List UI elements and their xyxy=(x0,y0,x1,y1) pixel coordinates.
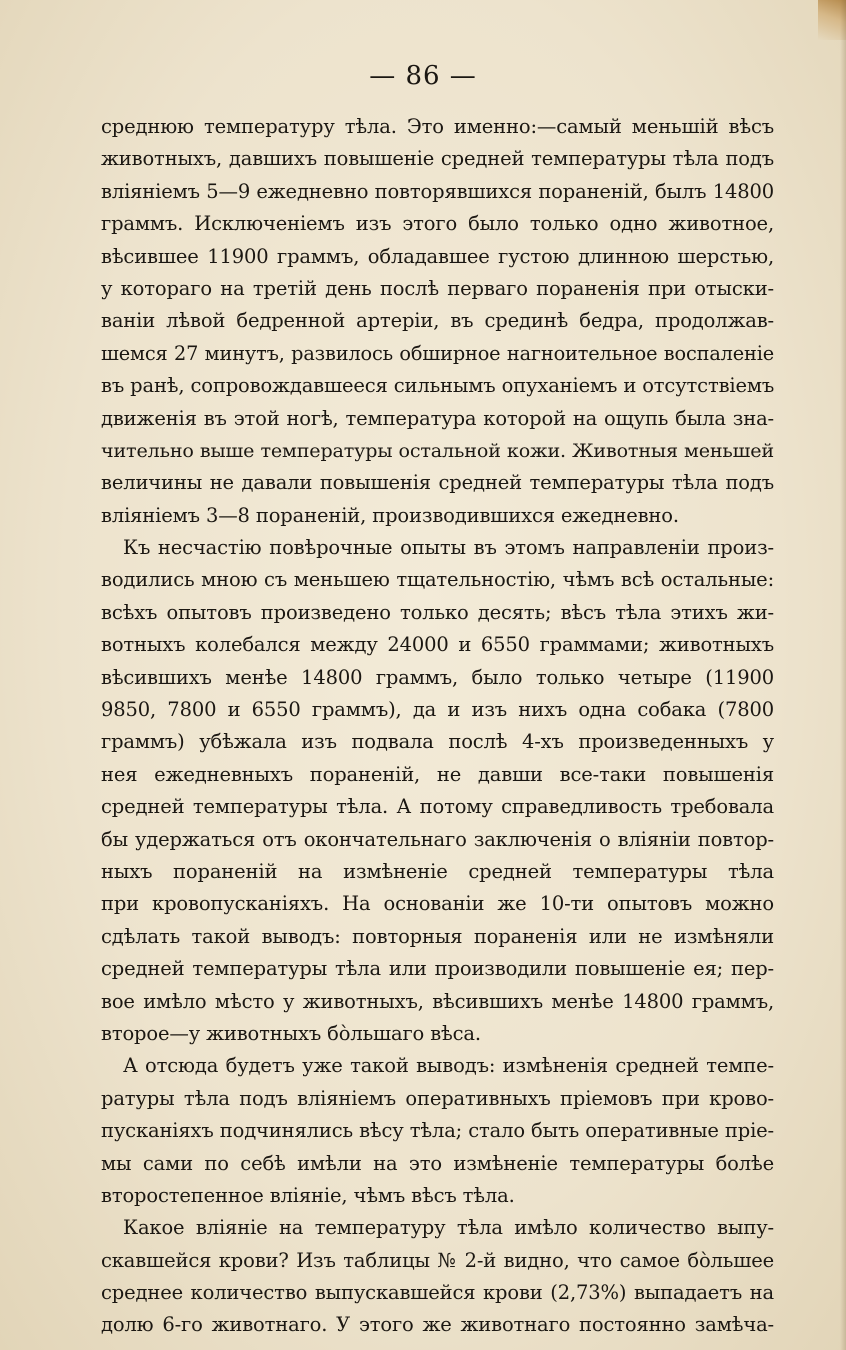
text-line: шемся 27 минутъ, развилось обширное нагноительное воспаленіе xyxy=(101,341,774,365)
text-line: вотныхъ колебался между 24000 и 6550 граммами; животныхъ xyxy=(101,633,774,657)
text-line: долю 6-го животнаго. У этого же животнаго постоянно замѣча- xyxy=(101,1313,774,1337)
text-line: движенія въ этой ногѣ, температура которой на ощупь была зна- xyxy=(101,406,774,430)
text-line: среднюю температуру тѣла. Это именно:—самый меньшій вѣсъ xyxy=(101,115,774,138)
text-line: при кровопусканіяхъ. На основаніи же 10-ти опытовъ можно xyxy=(101,892,774,916)
text-line: ныхъ пораненій на измѣненіе средней температуры тѣла xyxy=(101,859,774,883)
page-number: — 86 — xyxy=(369,61,477,91)
text-line: Къ несчастію повѣрочные опыты въ этомъ направленіи произ- xyxy=(123,536,774,560)
text-line: бы удержаться отъ окончательнаго заключенія о вліяніи повтор- xyxy=(101,827,774,851)
text-line: чительно выше температуры остальной кожи. Животныя меньшей xyxy=(101,438,774,462)
text-line: въ ранѣ, сопровождавшееся сильнымъ опуханіемъ и отсутствіемъ xyxy=(101,374,775,398)
text-line: 9850, 7800 и 6550 граммъ), да и изъ нихъ одна собака (7800 xyxy=(101,698,774,722)
text-line: вліяніемъ 5—9 ежедневно повторявшихся пораненій, былъ 14800 xyxy=(101,179,774,203)
text-line: граммъ. Исключеніемъ изъ этого было только одно животное, xyxy=(101,212,774,236)
text-line: второстепенное вліяніе, чѣмъ вѣсъ тѣла. xyxy=(101,1183,515,1207)
text-line: у котораго на третій день послѣ перваго пораненія при отыски- xyxy=(101,276,774,300)
text-line: средней температуры тѣла. А потому справедливость требовала xyxy=(101,795,774,819)
text-line: ваніи лѣвой бедренной артеріи, въ срединѣ бедра, продолжав- xyxy=(101,309,774,333)
text-line: вое имѣло мѣсто у животныхъ, вѣсившихъ менѣе 14800 граммъ, xyxy=(101,989,774,1013)
text-line: пусканіяхъ подчинялись вѣсу тѣла; стало быть оперативные пріе- xyxy=(101,1119,774,1143)
text-line: А отсюда будетъ уже такой выводъ: измѣненія средней темпе- xyxy=(123,1054,774,1078)
text-line: средней температуры тѣла или производили повышеніе ея; пер- xyxy=(101,957,774,981)
text-line: вѣсившихъ менѣе 14800 граммъ, было только четыре (11900 xyxy=(101,665,774,689)
body-text xyxy=(101,111,774,1342)
text-line: второе—у животныхъ бо̀льшаго вѣса. xyxy=(101,1021,481,1045)
text-line: граммъ) убѣжала изъ подвала послѣ 4-хъ произведенныхъ у xyxy=(101,730,774,754)
text-line: вліяніемъ 3—8 пораненій, производившихся ежедневно. xyxy=(101,503,679,527)
page-edge-shadow xyxy=(840,0,846,1350)
text-line: среднее количество выпускавшейся крови (2,73%) выпадаетъ на xyxy=(101,1281,774,1305)
text-line: водились мною съ меньшею тщательностію, чѣмъ всѣ остальные: xyxy=(101,568,774,592)
text-line: всѣхъ опытовъ произведено только десять; вѣсъ тѣла этихъ жи- xyxy=(101,600,774,624)
text-line: мы сами по себѣ имѣли на это измѣненіе температуры болѣе xyxy=(101,1151,774,1175)
text-line: ратуры тѣла подъ вліяніемъ оперативныхъ пріемовъ при крово- xyxy=(101,1086,774,1110)
text-line: Какое вліяніе на температуру тѣла имѣло количество выпу- xyxy=(123,1216,774,1240)
text-line: животныхъ, давшихъ повышеніе средней температуры тѣла подъ xyxy=(101,147,774,171)
text-line: величины не давали повышенія средней температуры тѣла подъ xyxy=(101,471,774,495)
text-line: нея ежедневныхъ пораненій, не давши все-таки повышенія xyxy=(101,762,774,786)
text-line: вѣсившее 11900 граммъ, обладавшее густою длинною шерстью, xyxy=(101,244,774,268)
text-line: скавшейся крови? Изъ таблицы № 2-й видно, что самое бо̀льшее xyxy=(101,1248,774,1272)
text-line: сдѣлать такой выводъ: повторныя пораненія или не измѣняли xyxy=(101,924,774,948)
